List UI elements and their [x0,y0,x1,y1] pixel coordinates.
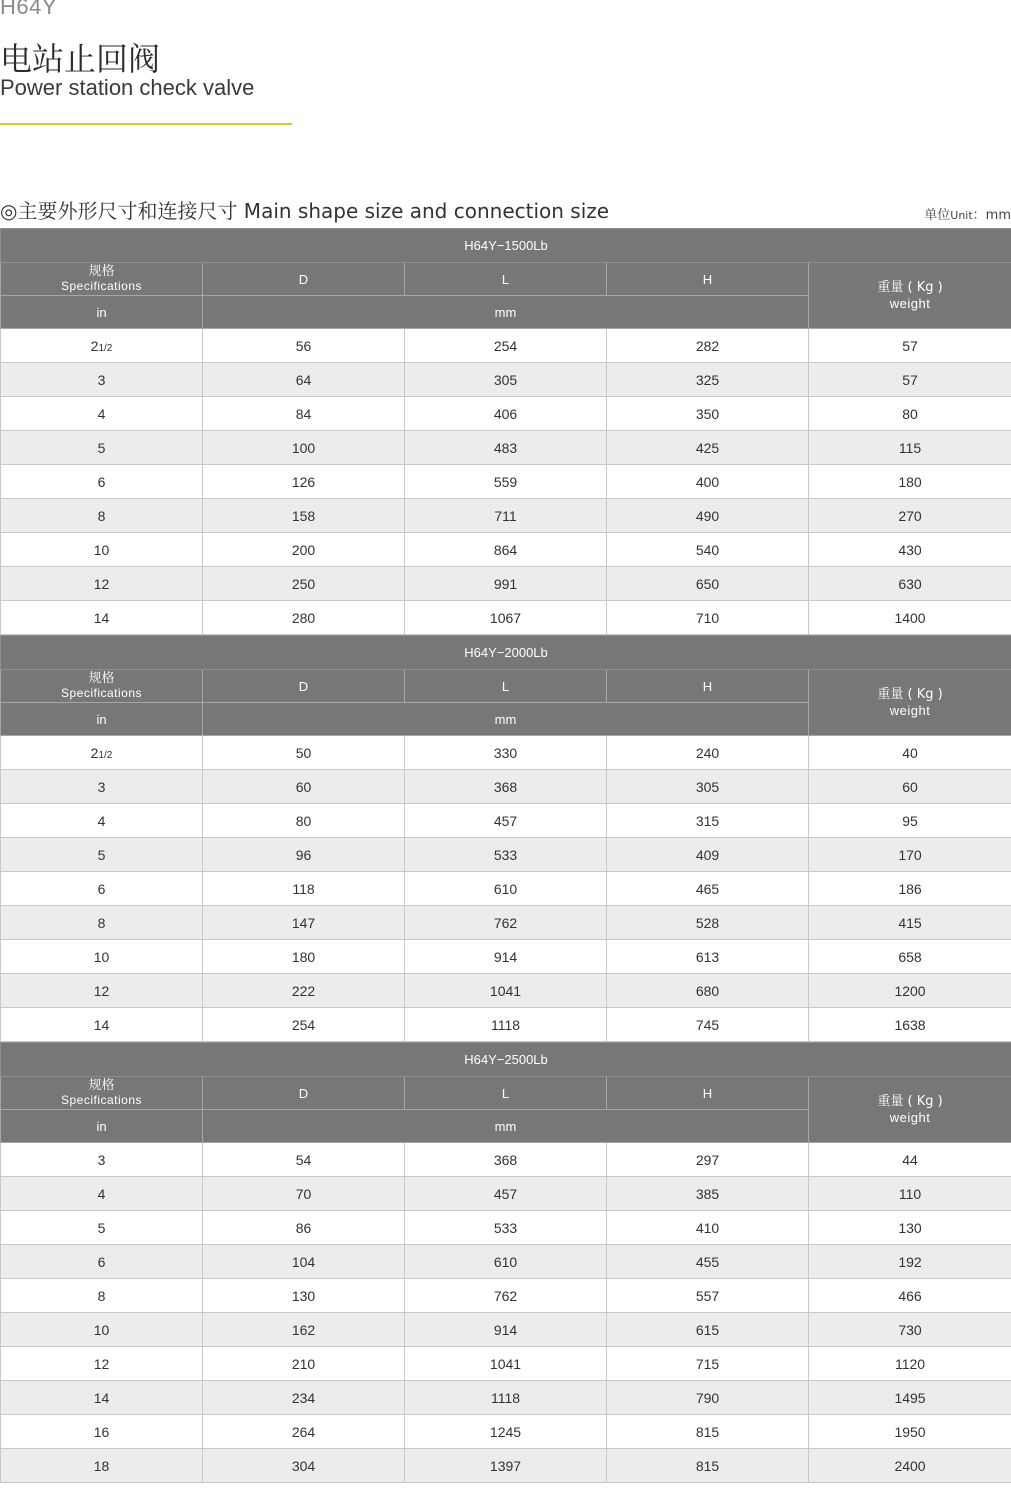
header-row [1,1077,1011,1110]
header-weight [809,263,1011,329]
table-row [1,397,1011,431]
cell-d: 64 [203,363,405,397]
cell-w: 192 [809,1245,1011,1279]
cell-d: 180 [203,940,405,974]
size-value: 4 [97,405,106,422]
cell-h: 240 [607,736,809,770]
cell-d: 304 [203,1449,405,1483]
cell-size [1,1415,203,1449]
cell-l: 1041 [405,1347,607,1381]
size-value: 6 [97,473,106,490]
header-row [1,263,1011,296]
size-value: 14 [93,609,110,626]
table-row [1,601,1011,635]
cell-w: 1120 [809,1347,1011,1381]
size-value: 4 [97,812,106,829]
header-weight-en: weight [889,1109,931,1125]
table-row [1,533,1011,567]
cell-l: 368 [405,770,607,804]
cell-size [1,1313,203,1347]
header-spec-cn: 规格 [88,1078,115,1093]
header-specifications [1,1077,203,1110]
size-value: 16 [93,1423,110,1440]
cell-d: 56 [203,329,405,363]
cell-l: 254 [405,329,607,363]
cell-size [1,499,203,533]
dimension-table [0,228,1011,635]
size-value: 5 [97,1219,106,1236]
header-spec-cn: 规格 [88,671,115,686]
cell-size [1,1245,203,1279]
cell-d: 210 [203,1347,405,1381]
cell-d: 86 [203,1211,405,1245]
unit-label [924,204,1011,223]
page-title-cn: 电站止回阀 [0,40,161,78]
cell-size [1,601,203,635]
cell-w: 60 [809,770,1011,804]
size-value: 8 [97,507,106,524]
cell-d: 222 [203,974,405,1008]
cell-h: 790 [607,1381,809,1415]
cell-size [1,397,203,431]
header-l: L [405,1077,607,1110]
cell-l: 1118 [405,1008,607,1042]
table-row [1,329,1011,363]
cell-h: 615 [607,1313,809,1347]
table-title-row [1,1043,1011,1077]
cell-d: 118 [203,872,405,906]
cell-d: 70 [203,1177,405,1211]
cell-d: 100 [203,431,405,465]
header-weight-cn: 重量 ( Kg ) [877,1093,943,1109]
cell-w: 95 [809,804,1011,838]
cell-size [1,770,203,804]
cell-l: 610 [405,1245,607,1279]
cell-size [1,329,203,363]
cell-d: 126 [203,465,405,499]
header-specifications [1,263,203,296]
table-row [1,1211,1011,1245]
dimension-table [0,1042,1011,1483]
cell-w: 170 [809,838,1011,872]
cell-h: 455 [607,1245,809,1279]
cell-size [1,1449,203,1483]
header-spec-en: Specifications [60,1093,143,1107]
size-value: 3 [97,1151,106,1168]
table-row [1,1313,1011,1347]
cell-w: 1400 [809,601,1011,635]
cell-l: 762 [405,906,607,940]
header-in: in [1,1110,203,1143]
header-weight-en: weight [889,702,931,718]
cell-d: 60 [203,770,405,804]
cell-h: 490 [607,499,809,533]
cell-h: 282 [607,329,809,363]
cell-l: 1118 [405,1381,607,1415]
size-value: 5 [97,846,106,863]
header-weight-cn: 重量 ( Kg ) [877,279,943,295]
header-specifications [1,670,203,703]
cell-h: 745 [607,1008,809,1042]
cell-size [1,838,203,872]
cell-w: 57 [809,329,1011,363]
table-row [1,1245,1011,1279]
cell-l: 1245 [405,1415,607,1449]
cell-w: 115 [809,431,1011,465]
cell-w: 1200 [809,974,1011,1008]
header-weight-cn: 重量 ( Kg ) [877,686,943,702]
header-weight [809,670,1011,736]
size-value: 14 [93,1389,110,1406]
size-value: 12 [93,982,110,999]
cell-l: 610 [405,872,607,906]
header-l: L [405,263,607,296]
size-value: 6 [97,1253,106,1270]
size-fraction: 1/2 [98,749,113,761]
cell-size [1,1177,203,1211]
cell-l: 914 [405,1313,607,1347]
dimension-tables [0,228,1011,1483]
header-l: L [405,670,607,703]
size-value: 2 [90,337,99,354]
cell-size [1,1211,203,1245]
cell-w: 40 [809,736,1011,770]
cell-w: 1950 [809,1415,1011,1449]
cell-size [1,533,203,567]
cell-h: 350 [607,397,809,431]
cell-size [1,906,203,940]
cell-l: 330 [405,736,607,770]
unit-cn: 单位 [924,208,951,223]
cell-d: 254 [203,1008,405,1042]
cell-h: 305 [607,770,809,804]
accent-divider [0,123,292,125]
cell-d: 234 [203,1381,405,1415]
cell-size [1,804,203,838]
cell-h: 680 [607,974,809,1008]
size-value: 8 [97,914,106,931]
unit-en: Unit [950,209,973,222]
cell-w: 130 [809,1211,1011,1245]
cell-d: 96 [203,838,405,872]
table-row [1,1415,1011,1449]
table-title: H64Y−2500Lb [1,1043,1011,1077]
cell-w: 730 [809,1313,1011,1347]
cell-l: 457 [405,1177,607,1211]
cell-l: 406 [405,397,607,431]
cell-size [1,974,203,1008]
header-d: D [203,1077,405,1110]
table-row [1,770,1011,804]
cell-w: 630 [809,567,1011,601]
header-row [1,670,1011,703]
table-row [1,1381,1011,1415]
cell-l: 533 [405,838,607,872]
cell-w: 466 [809,1279,1011,1313]
size-value: 12 [93,1355,110,1372]
cell-l: 305 [405,363,607,397]
page-title-en: Power station check valve [0,75,255,100]
cell-d: 250 [203,567,405,601]
header-weight-en: weight [889,295,931,311]
cell-d: 84 [203,397,405,431]
cell-h: 815 [607,1415,809,1449]
cell-h: 613 [607,940,809,974]
cell-h: 400 [607,465,809,499]
cell-l: 1397 [405,1449,607,1483]
unit-value: ：mm [972,208,1011,223]
cell-h: 325 [607,363,809,397]
cell-d: 280 [203,601,405,635]
table-row [1,567,1011,601]
cell-l: 457 [405,804,607,838]
table-row [1,1449,1011,1483]
cell-size [1,872,203,906]
cell-l: 864 [405,533,607,567]
header-h: H [607,1077,809,1110]
table-row [1,906,1011,940]
table-row [1,872,1011,906]
cell-w: 80 [809,397,1011,431]
cell-h: 315 [607,804,809,838]
size-value: 2 [90,744,99,761]
table-title: H64Y−1500Lb [1,229,1011,263]
cell-size [1,940,203,974]
header-spec-cn: 规格 [88,264,115,279]
header-h: H [607,263,809,296]
cell-h: 410 [607,1211,809,1245]
cell-h: 557 [607,1279,809,1313]
table-title: H64Y−2000Lb [1,636,1011,670]
size-value: 12 [93,575,110,592]
cell-h: 409 [607,838,809,872]
table-row [1,499,1011,533]
size-value: 14 [93,1016,110,1033]
cell-h: 528 [607,906,809,940]
cell-w: 186 [809,872,1011,906]
size-value: 10 [93,948,110,965]
cell-l: 914 [405,940,607,974]
header-mm: mm [203,1110,809,1143]
size-value: 10 [93,541,110,558]
size-value: 3 [97,371,106,388]
table-row [1,431,1011,465]
header-weight [809,1077,1011,1143]
cell-w: 1495 [809,1381,1011,1415]
cell-w: 658 [809,940,1011,974]
cell-d: 264 [203,1415,405,1449]
table-row [1,1177,1011,1211]
cell-l: 368 [405,1143,607,1177]
header-in: in [1,703,203,736]
table-row [1,1008,1011,1042]
cell-size [1,567,203,601]
size-value: 8 [97,1287,106,1304]
header-d: D [203,263,405,296]
cell-h: 540 [607,533,809,567]
cell-d: 50 [203,736,405,770]
cell-size [1,1381,203,1415]
size-value: 18 [93,1457,110,1474]
header-mm: mm [203,296,809,329]
table-row [1,974,1011,1008]
table-title-row [1,636,1011,670]
cell-size [1,1347,203,1381]
table-row [1,1143,1011,1177]
table-row [1,736,1011,770]
cell-h: 297 [607,1143,809,1177]
cell-h: 425 [607,431,809,465]
table-row [1,465,1011,499]
cell-size [1,1143,203,1177]
cell-w: 270 [809,499,1011,533]
cell-l: 711 [405,499,607,533]
cell-h: 715 [607,1347,809,1381]
size-value: 10 [93,1321,110,1338]
table-title-row [1,229,1011,263]
header-h: H [607,670,809,703]
cell-d: 80 [203,804,405,838]
header-d: D [203,670,405,703]
cell-size [1,465,203,499]
header-spec-en: Specifications [60,686,143,700]
cell-h: 815 [607,1449,809,1483]
cell-w: 2400 [809,1449,1011,1483]
cell-h: 385 [607,1177,809,1211]
table-row [1,838,1011,872]
cell-l: 559 [405,465,607,499]
cell-h: 710 [607,601,809,635]
cell-d: 162 [203,1313,405,1347]
table-row [1,1279,1011,1313]
dimension-table [0,635,1011,1042]
cell-l: 533 [405,1211,607,1245]
cell-d: 104 [203,1245,405,1279]
cell-w: 430 [809,533,1011,567]
header-in: in [1,296,203,329]
cell-l: 762 [405,1279,607,1313]
table-row [1,1347,1011,1381]
cell-d: 54 [203,1143,405,1177]
cell-w: 57 [809,363,1011,397]
table-row [1,940,1011,974]
section-title: ◎主要外形尺寸和连接尺寸 Main shape size and connection size [0,199,610,223]
cell-size [1,431,203,465]
size-value: 5 [97,439,106,456]
cell-w: 110 [809,1177,1011,1211]
cell-w: 415 [809,906,1011,940]
cell-size [1,1279,203,1313]
cell-w: 1638 [809,1008,1011,1042]
size-value: 3 [97,778,106,795]
cell-size [1,736,203,770]
cell-d: 200 [203,533,405,567]
cell-size [1,363,203,397]
header-spec-en: Specifications [60,279,143,293]
cell-w: 44 [809,1143,1011,1177]
cell-size [1,1008,203,1042]
cell-w: 180 [809,465,1011,499]
table-row [1,804,1011,838]
table-row [1,363,1011,397]
cell-l: 483 [405,431,607,465]
cell-d: 158 [203,499,405,533]
cell-h: 465 [607,872,809,906]
cell-l: 1067 [405,601,607,635]
size-value: 6 [97,880,106,897]
size-fraction: 1/2 [98,342,113,354]
cell-d: 147 [203,906,405,940]
header-mm: mm [203,703,809,736]
cell-h: 650 [607,567,809,601]
cell-l: 1041 [405,974,607,1008]
model-code: H64Y [0,0,58,19]
cell-d: 130 [203,1279,405,1313]
size-value: 4 [97,1185,106,1202]
cell-l: 991 [405,567,607,601]
